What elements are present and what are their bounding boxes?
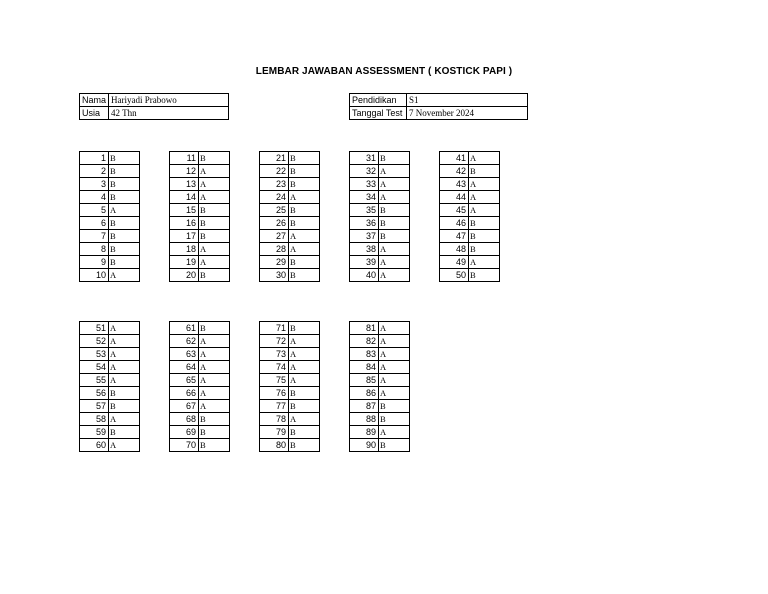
answer-choice: B bbox=[289, 322, 320, 335]
answer-row bbox=[350, 439, 410, 452]
question-number: 27 bbox=[260, 230, 289, 243]
question-number: 25 bbox=[260, 204, 289, 217]
answer-choice: A bbox=[199, 178, 230, 191]
answer-choice: A bbox=[379, 374, 410, 387]
nama-label: Nama bbox=[80, 94, 109, 107]
answer-choice: B bbox=[199, 217, 230, 230]
answer-group-9 bbox=[349, 321, 410, 452]
answer-row bbox=[260, 152, 320, 165]
answer-choice: A bbox=[289, 335, 320, 348]
answer-choice: A bbox=[469, 256, 500, 269]
question-number: 4 bbox=[80, 191, 109, 204]
answer-row bbox=[170, 269, 230, 282]
answer-row bbox=[80, 426, 140, 439]
answer-row bbox=[260, 400, 320, 413]
answer-row bbox=[260, 348, 320, 361]
question-number: 18 bbox=[170, 243, 199, 256]
answer-row bbox=[260, 269, 320, 282]
usia-value: 42 Thn bbox=[109, 107, 229, 120]
answer-choice: A bbox=[289, 374, 320, 387]
answer-row bbox=[260, 413, 320, 426]
answer-choice: B bbox=[469, 269, 500, 282]
answer-choice: A bbox=[289, 243, 320, 256]
question-number: 87 bbox=[350, 400, 379, 413]
answer-row bbox=[170, 256, 230, 269]
question-number: 41 bbox=[440, 152, 469, 165]
answer-row bbox=[350, 178, 410, 191]
question-number: 54 bbox=[80, 361, 109, 374]
answer-group-4 bbox=[349, 151, 410, 282]
answer-row bbox=[170, 165, 230, 178]
question-number: 67 bbox=[170, 400, 199, 413]
question-number: 31 bbox=[350, 152, 379, 165]
question-number: 39 bbox=[350, 256, 379, 269]
answer-choice: B bbox=[109, 256, 140, 269]
answer-choice: B bbox=[469, 243, 500, 256]
question-number: 33 bbox=[350, 178, 379, 191]
question-number: 22 bbox=[260, 165, 289, 178]
answer-row bbox=[170, 361, 230, 374]
answer-row bbox=[80, 256, 140, 269]
answer-row bbox=[80, 230, 140, 243]
answer-choice: A bbox=[379, 335, 410, 348]
answer-row bbox=[440, 191, 500, 204]
answer-choice: A bbox=[379, 322, 410, 335]
question-number: 37 bbox=[350, 230, 379, 243]
answer-choice: B bbox=[469, 165, 500, 178]
question-number: 71 bbox=[260, 322, 289, 335]
nama-value: Hariyadi Prabowo bbox=[109, 94, 229, 107]
answer-choice: A bbox=[379, 348, 410, 361]
answer-row bbox=[440, 269, 500, 282]
answer-choice: A bbox=[469, 204, 500, 217]
answer-row bbox=[260, 322, 320, 335]
answer-choice: B bbox=[199, 269, 230, 282]
answer-group-1 bbox=[79, 151, 140, 282]
question-number: 46 bbox=[440, 217, 469, 230]
answer-choice: A bbox=[289, 361, 320, 374]
answer-row bbox=[170, 413, 230, 426]
answer-row bbox=[440, 243, 500, 256]
question-number: 63 bbox=[170, 348, 199, 361]
question-number: 89 bbox=[350, 426, 379, 439]
answer-row bbox=[350, 335, 410, 348]
question-number: 13 bbox=[170, 178, 199, 191]
answer-row bbox=[260, 256, 320, 269]
answer-choice: B bbox=[199, 426, 230, 439]
pendidikan-label: Pendidikan bbox=[350, 94, 407, 107]
answer-choice: A bbox=[379, 269, 410, 282]
answer-group-2 bbox=[169, 151, 230, 282]
question-number: 70 bbox=[170, 439, 199, 452]
answer-row bbox=[440, 217, 500, 230]
answer-row bbox=[80, 387, 140, 400]
answer-choice: A bbox=[109, 348, 140, 361]
answer-row bbox=[170, 204, 230, 217]
question-number: 5 bbox=[80, 204, 109, 217]
question-number: 17 bbox=[170, 230, 199, 243]
answer-choice: A bbox=[199, 256, 230, 269]
answer-row bbox=[350, 217, 410, 230]
answer-choice: B bbox=[379, 204, 410, 217]
answer-row bbox=[80, 322, 140, 335]
question-number: 69 bbox=[170, 426, 199, 439]
answer-choice: A bbox=[109, 439, 140, 452]
answer-choice: B bbox=[199, 152, 230, 165]
answer-row bbox=[80, 165, 140, 178]
question-number: 26 bbox=[260, 217, 289, 230]
answer-choice: B bbox=[379, 152, 410, 165]
answer-choice: B bbox=[109, 426, 140, 439]
question-number: 2 bbox=[80, 165, 109, 178]
question-number: 83 bbox=[350, 348, 379, 361]
answer-choice: A bbox=[289, 348, 320, 361]
question-number: 53 bbox=[80, 348, 109, 361]
question-number: 14 bbox=[170, 191, 199, 204]
answer-choice: A bbox=[469, 178, 500, 191]
question-number: 20 bbox=[170, 269, 199, 282]
question-number: 77 bbox=[260, 400, 289, 413]
answer-choice: B bbox=[289, 269, 320, 282]
answer-row bbox=[350, 413, 410, 426]
answer-row bbox=[80, 204, 140, 217]
answer-row bbox=[170, 426, 230, 439]
answer-choice: B bbox=[469, 230, 500, 243]
answer-choice: B bbox=[109, 230, 140, 243]
answer-choice: B bbox=[289, 165, 320, 178]
answer-row bbox=[170, 400, 230, 413]
answer-choice: B bbox=[379, 413, 410, 426]
answer-choice: B bbox=[199, 413, 230, 426]
question-number: 9 bbox=[80, 256, 109, 269]
answer-row bbox=[350, 152, 410, 165]
question-number: 8 bbox=[80, 243, 109, 256]
answer-row bbox=[350, 374, 410, 387]
answer-row bbox=[350, 322, 410, 335]
question-number: 75 bbox=[260, 374, 289, 387]
answer-choice: A bbox=[109, 335, 140, 348]
answer-choice: B bbox=[109, 243, 140, 256]
question-number: 21 bbox=[260, 152, 289, 165]
answer-row bbox=[260, 361, 320, 374]
answer-choice: B bbox=[199, 230, 230, 243]
answer-choice: A bbox=[199, 348, 230, 361]
answer-row bbox=[350, 243, 410, 256]
question-number: 1 bbox=[80, 152, 109, 165]
question-number: 86 bbox=[350, 387, 379, 400]
answer-choice: A bbox=[289, 413, 320, 426]
answer-row bbox=[350, 230, 410, 243]
answer-row bbox=[260, 243, 320, 256]
answer-choice: B bbox=[379, 217, 410, 230]
answer-choice: A bbox=[199, 361, 230, 374]
answer-choice: A bbox=[379, 256, 410, 269]
question-number: 73 bbox=[260, 348, 289, 361]
question-number: 50 bbox=[440, 269, 469, 282]
answer-row bbox=[170, 387, 230, 400]
question-number: 11 bbox=[170, 152, 199, 165]
question-number: 35 bbox=[350, 204, 379, 217]
answer-row bbox=[80, 400, 140, 413]
question-number: 12 bbox=[170, 165, 199, 178]
answer-row bbox=[80, 374, 140, 387]
question-number: 56 bbox=[80, 387, 109, 400]
question-number: 61 bbox=[170, 322, 199, 335]
answer-row bbox=[80, 178, 140, 191]
question-number: 7 bbox=[80, 230, 109, 243]
question-number: 38 bbox=[350, 243, 379, 256]
answer-choice: B bbox=[109, 178, 140, 191]
answer-row bbox=[440, 152, 500, 165]
question-number: 55 bbox=[80, 374, 109, 387]
question-number: 52 bbox=[80, 335, 109, 348]
answer-row bbox=[170, 335, 230, 348]
question-number: 85 bbox=[350, 374, 379, 387]
pendidikan-row bbox=[350, 94, 528, 107]
answer-row bbox=[80, 348, 140, 361]
question-number: 90 bbox=[350, 439, 379, 452]
answer-row bbox=[350, 256, 410, 269]
answer-row bbox=[440, 178, 500, 191]
answer-choice: A bbox=[379, 165, 410, 178]
usia-label: Usia bbox=[80, 107, 109, 120]
answer-choice: A bbox=[199, 165, 230, 178]
answer-row bbox=[170, 322, 230, 335]
question-number: 74 bbox=[260, 361, 289, 374]
question-number: 28 bbox=[260, 243, 289, 256]
answer-row bbox=[350, 426, 410, 439]
answer-row bbox=[440, 256, 500, 269]
question-number: 65 bbox=[170, 374, 199, 387]
answer-choice: A bbox=[379, 178, 410, 191]
question-number: 58 bbox=[80, 413, 109, 426]
question-number: 10 bbox=[80, 269, 109, 282]
question-number: 62 bbox=[170, 335, 199, 348]
question-number: 76 bbox=[260, 387, 289, 400]
answer-row bbox=[260, 439, 320, 452]
tanggal-value: 7 November 2024 bbox=[407, 107, 528, 120]
question-number: 68 bbox=[170, 413, 199, 426]
answer-row bbox=[260, 335, 320, 348]
question-number: 40 bbox=[350, 269, 379, 282]
answer-row bbox=[260, 217, 320, 230]
answer-choice: B bbox=[109, 400, 140, 413]
question-number: 79 bbox=[260, 426, 289, 439]
answer-row bbox=[260, 178, 320, 191]
answer-choice: B bbox=[199, 439, 230, 452]
answer-choice: B bbox=[199, 204, 230, 217]
answer-choice: A bbox=[289, 191, 320, 204]
page-title: LEMBAR JAWABAN ASSESSMENT ( KOSTICK PAPI ) bbox=[255, 66, 513, 77]
tanggal-row bbox=[350, 107, 528, 120]
question-number: 88 bbox=[350, 413, 379, 426]
answer-choice: A bbox=[199, 400, 230, 413]
question-number: 44 bbox=[440, 191, 469, 204]
answer-row bbox=[260, 230, 320, 243]
question-number: 15 bbox=[170, 204, 199, 217]
answer-row bbox=[80, 361, 140, 374]
tanggal-label: Tanggal Test bbox=[350, 107, 407, 120]
answer-choice: A bbox=[469, 191, 500, 204]
answer-group-3 bbox=[259, 151, 320, 282]
answer-row bbox=[170, 178, 230, 191]
answer-row bbox=[80, 152, 140, 165]
answer-choice: A bbox=[109, 361, 140, 374]
answer-row bbox=[350, 165, 410, 178]
question-number: 29 bbox=[260, 256, 289, 269]
answer-choice: A bbox=[199, 374, 230, 387]
question-number: 64 bbox=[170, 361, 199, 374]
answer-row bbox=[350, 387, 410, 400]
answer-choice: B bbox=[289, 400, 320, 413]
answer-choice: A bbox=[199, 387, 230, 400]
answer-choice: A bbox=[199, 335, 230, 348]
answer-choice: B bbox=[289, 426, 320, 439]
question-number: 36 bbox=[350, 217, 379, 230]
nama-row bbox=[80, 94, 229, 107]
answer-row bbox=[350, 191, 410, 204]
answer-row bbox=[350, 361, 410, 374]
question-number: 60 bbox=[80, 439, 109, 452]
answer-choice: A bbox=[199, 243, 230, 256]
answer-row bbox=[80, 413, 140, 426]
question-number: 32 bbox=[350, 165, 379, 178]
question-number: 72 bbox=[260, 335, 289, 348]
answer-choice: A bbox=[469, 152, 500, 165]
answer-choice: B bbox=[289, 439, 320, 452]
answer-row bbox=[80, 243, 140, 256]
answer-choice: B bbox=[109, 217, 140, 230]
answer-row bbox=[170, 230, 230, 243]
answer-choice: B bbox=[109, 387, 140, 400]
question-number: 30 bbox=[260, 269, 289, 282]
answer-row bbox=[350, 269, 410, 282]
question-number: 81 bbox=[350, 322, 379, 335]
question-number: 57 bbox=[80, 400, 109, 413]
answer-choice: A bbox=[379, 243, 410, 256]
answer-choice: B bbox=[469, 217, 500, 230]
answer-row bbox=[170, 152, 230, 165]
answer-choice: A bbox=[379, 191, 410, 204]
question-number: 59 bbox=[80, 426, 109, 439]
answer-choice: B bbox=[289, 387, 320, 400]
answer-row bbox=[170, 217, 230, 230]
answer-choice: B bbox=[289, 178, 320, 191]
pendidikan-value: S1 bbox=[407, 94, 528, 107]
answer-choice: A bbox=[199, 191, 230, 204]
question-number: 48 bbox=[440, 243, 469, 256]
question-number: 24 bbox=[260, 191, 289, 204]
answer-row bbox=[260, 165, 320, 178]
answer-choice: A bbox=[379, 426, 410, 439]
question-number: 42 bbox=[440, 165, 469, 178]
answer-choice: B bbox=[379, 439, 410, 452]
answer-choice: B bbox=[289, 204, 320, 217]
answer-row bbox=[80, 191, 140, 204]
usia-row bbox=[80, 107, 229, 120]
answer-choice: A bbox=[379, 387, 410, 400]
answer-row bbox=[440, 165, 500, 178]
question-number: 45 bbox=[440, 204, 469, 217]
question-number: 23 bbox=[260, 178, 289, 191]
answer-row bbox=[260, 426, 320, 439]
answer-row bbox=[350, 348, 410, 361]
answer-row bbox=[350, 400, 410, 413]
answer-choice: A bbox=[289, 230, 320, 243]
answer-choice: B bbox=[379, 230, 410, 243]
answer-row bbox=[80, 335, 140, 348]
answer-row bbox=[80, 439, 140, 452]
answer-choice: A bbox=[379, 361, 410, 374]
answer-group-8 bbox=[259, 321, 320, 452]
question-number: 84 bbox=[350, 361, 379, 374]
answer-choice: A bbox=[109, 269, 140, 282]
answer-row bbox=[80, 217, 140, 230]
question-number: 66 bbox=[170, 387, 199, 400]
answer-row bbox=[170, 348, 230, 361]
question-number: 16 bbox=[170, 217, 199, 230]
answer-group-6 bbox=[79, 321, 140, 452]
answer-choice: A bbox=[109, 413, 140, 426]
answer-row bbox=[170, 439, 230, 452]
answer-row bbox=[260, 387, 320, 400]
question-number: 78 bbox=[260, 413, 289, 426]
question-number: 51 bbox=[80, 322, 109, 335]
question-number: 49 bbox=[440, 256, 469, 269]
answer-row bbox=[440, 230, 500, 243]
answer-row bbox=[260, 374, 320, 387]
answer-row bbox=[170, 374, 230, 387]
answer-choice: B bbox=[289, 152, 320, 165]
answer-choice: A bbox=[109, 204, 140, 217]
answer-group-7 bbox=[169, 321, 230, 452]
answer-choice: B bbox=[289, 217, 320, 230]
question-number: 80 bbox=[260, 439, 289, 452]
answer-choice: B bbox=[289, 256, 320, 269]
question-number: 34 bbox=[350, 191, 379, 204]
answer-choice: B bbox=[109, 191, 140, 204]
answer-choice: A bbox=[109, 322, 140, 335]
answer-row bbox=[80, 269, 140, 282]
question-number: 19 bbox=[170, 256, 199, 269]
question-number: 82 bbox=[350, 335, 379, 348]
answer-choice: B bbox=[379, 400, 410, 413]
answer-row bbox=[260, 191, 320, 204]
answer-row bbox=[260, 204, 320, 217]
question-number: 3 bbox=[80, 178, 109, 191]
identity-table-left bbox=[79, 93, 229, 120]
identity-table-right bbox=[349, 93, 528, 120]
answer-row bbox=[170, 191, 230, 204]
answer-choice: B bbox=[109, 152, 140, 165]
answer-row bbox=[350, 204, 410, 217]
answer-row bbox=[440, 204, 500, 217]
answer-choice: A bbox=[109, 374, 140, 387]
answer-group-5 bbox=[439, 151, 500, 282]
question-number: 43 bbox=[440, 178, 469, 191]
question-number: 47 bbox=[440, 230, 469, 243]
answer-choice: B bbox=[109, 165, 140, 178]
answer-choice: B bbox=[199, 322, 230, 335]
answer-row bbox=[170, 243, 230, 256]
question-number: 6 bbox=[80, 217, 109, 230]
